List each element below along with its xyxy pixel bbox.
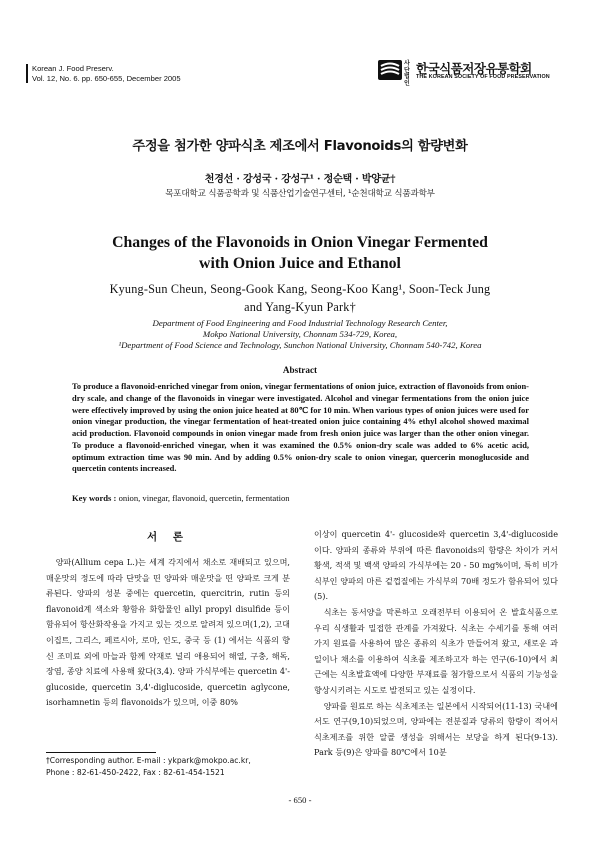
affiliation-english xyxy=(30,318,570,351)
authors-english-line2: and Yang-Kyun Park† xyxy=(244,300,356,314)
society-name-korean: 한국식품저장유통학회 xyxy=(416,61,532,76)
body-paragraph: 이상이 quercetin 4'- glucoside와 quercetin 3,4'-diglucoside 이다. 양파의 종류와 부위에 따른 flavonoids의 함량은 차이가 커서 황색, 적색 및 백색 양파의 가식부에는 20 - 50 mg%이며, 특히 비가식부인 양파의 마른 겉껍질에는 가식부의 70배 정도가 함유되어 있다(5). xyxy=(314,529,558,602)
authors-korean: 천경선 · 강성국 · 강성구¹ · 정순택 · 박양균† xyxy=(204,174,396,185)
affiliation-english-line2: Mokpo National University, Chonnam 534-729, Korea, xyxy=(202,329,398,339)
journal-citation xyxy=(26,64,312,83)
affiliation-korean: 목포대학교 식품공학과 및 식품산업기술연구센터, ¹순천대학교 식품과학부 xyxy=(165,189,435,199)
keywords xyxy=(72,493,529,503)
title-english xyxy=(30,232,570,274)
footnote-email: †Corresponding author. E-mail : ykpark@mokpo.ac.kr, xyxy=(46,756,251,765)
society-small-label: 사단법인 xyxy=(404,61,410,87)
affiliation-english-line3: ¹Department of Food Science and Technology, Sunchon National University, Chonnam 540-742, Korea xyxy=(118,340,482,350)
keywords-label: Key words : xyxy=(72,493,117,503)
journal-name: Korean J. Food Preserv. xyxy=(32,64,114,73)
body-left-column xyxy=(46,555,290,711)
authors-english xyxy=(30,280,570,316)
section-heading-introduction: 서 론 xyxy=(147,531,189,543)
society-emblem-icon xyxy=(378,60,402,80)
corresponding-author-footnote xyxy=(46,755,296,779)
body-paragraph: 양파를 원료로 하는 식초제조는 일본에서 시작되어(11-13) 국내에서도 연구(9,10)되었으며, 양파에는 전분질과 당류의 함량이 적어서 식초제조를 위한 알콜 생성을 위해서는 보당을 하게 된다(9-13). Park 등(9)은 양파를 80℃에서 10분 xyxy=(314,700,558,758)
footnote-phone: Phone : 82-61-450-2422, Fax : 82-61-454-1521 xyxy=(46,768,225,777)
body-paragraph: 식초는 동서양을 막론하고 오래전부터 이용되어 온 발효식품으로 우리 식생활과 밀접한 관계를 가져왔다. 식초는 수세기를 통해 여러 가지 원료를 사용하여 많은 종류의 식초가 만들어져 왔고, 새로운 과일이나 채소를 이용하여 식초를 제조하고자 하는 연구(6-10)에서 최근에는 식초발효액에 다양한 부재료를 첨가함으로서 식품의 기능성을 향상시키려는 시도로 발전되고 있는 실정이다. xyxy=(314,606,558,695)
keywords-list: onion, vinegar, flavonoid, quercetin, fermentation xyxy=(118,493,290,503)
title-korean: 주정을 첨가한 양파식초 제조에서 Flavonoids의 함량변화 xyxy=(132,139,468,154)
authors-english-line1: Kyung-Sun Cheun, Seong-Gook Kang, Seong-Koo Kang¹, Soon-Teck Jung xyxy=(109,282,491,296)
title-english-line1: Changes of the Flavonoids in Onion Vinegar Fermented xyxy=(112,234,488,251)
abstract-text: To produce a flavonoid-enriched vinegar from onion, vinegar fermentations of onion juice, extraction of flavonoids from onion-dry scale, and change of the flavonoids in vinegar were investigated. Alcohol and vinegar fermentations from the onion juice were effectively improved by using the onion juice heated at 80℃ for 10 min. When various types of onion juices were used for onion vinegar production, the vinegar fermentation of heat-treated onion juice containing 4% ethyl alcohol showed maximal acid production. Flavonoid compounds in onion vinegar made from fresh onion juice was larger than the other onion vinegar. To produce a flavonoid-enriched vinegar, when it was examined the 0.5% onion-dry scale was added to 6% acetic acid, optimum extraction time was 90 min. And by adding 0.5% onion-dry scale to onion vinegar, quercerin monoglucoside and quercetin contents increased. xyxy=(72,381,529,474)
body-paragraph: 양파(Allium cepa L.)는 세계 각지에서 채소로 재배되고 있으며, 매운맛의 정도에 따라 단맛을 띤 양파와 매운맛을 띤 양파로 크게 분류된다. 양파의 성분 중에는 quercetin, quercitrin, rutin 등의 flavonoid계 색소와 황함유 화합물인 allyl propyl disulfide 등이 함유되어 항산화작용을 가지고 있는 것으로 알려져 있으며(1,2), 고대 이집트, 그리스, 페르시아, 로마, 인도, 중국 등 (1) 에서는 식품의 향신 조미료 외에 마늘과 함께 약재로 널리 애용되어 해열, 구충, 해독, 장염, 종양 치료에 사용해 왔다(3,4). 양파 가식부에는 quercetin 4'-glucoside, quercetin 3,4'-diglucoside, quercetin aglycone, isorhamnetin 등의 flavonoids가 있으며, 이중 80% xyxy=(46,557,290,708)
title-english-line2: with Onion Juice and Ethanol xyxy=(199,255,401,272)
abstract-heading: Abstract xyxy=(282,365,318,375)
footnote-divider xyxy=(46,752,156,753)
body-right-column xyxy=(314,527,558,761)
society-name-english: THE KOREAN SOCIETY OF FOOD PRESERVATION xyxy=(416,74,550,80)
affiliation-english-line1: Department of Food Engineering and Food Industrial Technology Research Center, xyxy=(152,318,448,328)
society-logo xyxy=(378,59,578,87)
page-number: - 650 - xyxy=(288,795,312,805)
journal-volume: Vol. 12, No. 6. pp. 650-655, December 2005 xyxy=(32,73,181,83)
